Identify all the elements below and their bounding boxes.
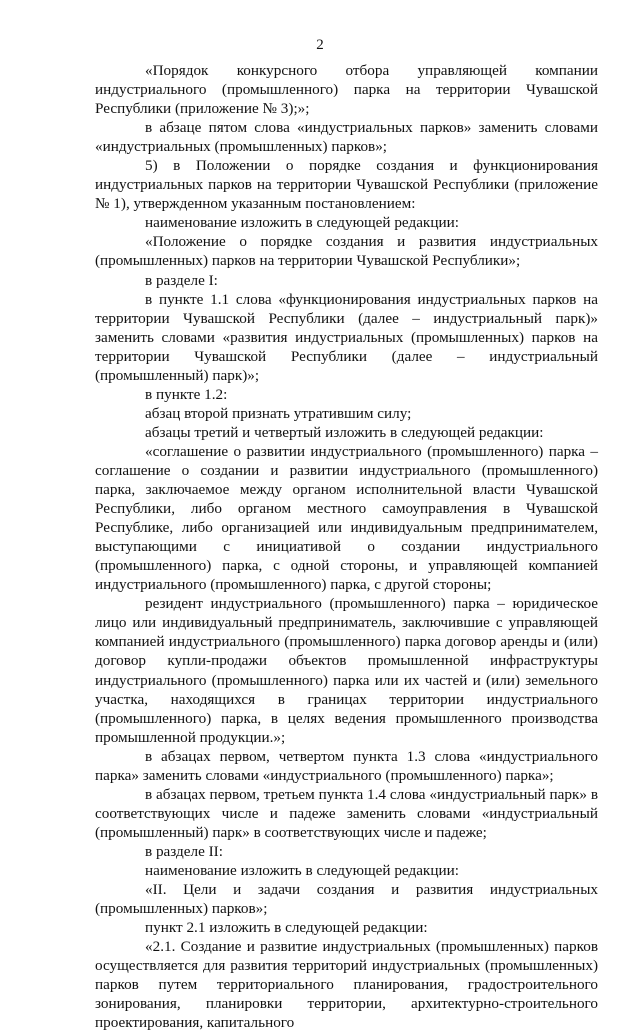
paragraph: в абзацах первом, третьем пункта 1.4 слова «индустриальный парк» в соответствующих числе и падеже заменить словами «индустриальный (промышленный) парк» в соответствующих числе и падеже; bbox=[95, 785, 598, 841]
paragraph: «Порядок конкурсного отбора управляющей компании индустриального (промышленного) парка на территории Чувашской Республики (приложение № 3);»; bbox=[95, 62, 598, 118]
paragraph: 5) в Положении о порядке создания и функционирования индустриальных парков на территории Чувашской Республики (приложение № 1), утвержденном указанным постановлением: bbox=[95, 157, 598, 213]
paragraph: резидент индустриального (промышленного) парка – юридическое лицо или индивидуальный предприниматель, заключившие с управляющей компанией индустриального (промышленного) парка договор аренды и (или) договор купли-продажи объектов промышленной инфраструктуры индустриального (промышленного) парка или их частей и (или) земельного участка, находящихся в границах территории индустриального (промышленного) парка, в целях ведения промышленного производства промышленной продукции.»; bbox=[95, 595, 598, 746]
paragraph: «соглашение о развитии индустриального (промышленного) парка – соглашение о создании и развитии индустриального (промышленного) парка, заключаемое между органом исполнительной власти Чувашской Республики, либо органом местного самоуправления в Чувашской Республике, либо организацией или индивидуальным предпринимателем, выступающими с инициативой о создании индустриального (промышленного) парка, с одной стороны, и управляющей компанией индустриального (промышленного) парка, с другой стороны; bbox=[95, 442, 598, 594]
paragraph: пункт 2.1 изложить в следующей редакции: bbox=[145, 919, 428, 937]
paragraph: наименование изложить в следующей редакции: bbox=[145, 214, 459, 232]
paragraph: абзац второй признать утратившим силу; bbox=[145, 404, 412, 422]
paragraph: абзацы третий и четвертый изложить в следующей редакции: bbox=[145, 423, 544, 441]
paragraph: в пункте 1.2: bbox=[145, 385, 228, 403]
paragraph: в разделе I: bbox=[145, 271, 218, 289]
paragraph: «Положение о порядке создания и развития индустриальных (промышленных) парков на территории Чувашской Республики»; bbox=[95, 233, 598, 270]
paragraph: в разделе II: bbox=[145, 842, 223, 860]
page-number: 2 bbox=[316, 37, 324, 53]
paragraph: в абзаце пятом слова «индустриальных парков» заменить словами «индустриальных (промышленных) парков»; bbox=[95, 119, 598, 156]
paragraph: «II. Цели и задачи создания и развития индустриальных (промышленных) парков»; bbox=[95, 881, 598, 918]
paragraph: наименование изложить в следующей редакции: bbox=[145, 861, 459, 879]
paragraph: в абзацах первом, четвертом пункта 1.3 слова «индустриального парка» заменить словами «индустриального (промышленного) парка»; bbox=[95, 747, 598, 784]
document-body bbox=[95, 61, 598, 1032]
paragraph: в пункте 1.1 слова «функционирования индустриальных парков на территории Чувашской Республики (далее – индустриальный парк)» заменить словами «развития индустриальных (промышленных) парков на территории Чувашской Республики (далее – индустриальный (промышленный) парк)»; bbox=[95, 290, 598, 384]
paragraph: «2.1. Создание и развитие индустриальных (промышленных) парков осуществляется для развития территорий индустриальных (промышленных) парков путем территориального планирования, градостроительного зонирования, планировки территории, архитектурно-строительного проектирования, капитального bbox=[95, 938, 598, 1032]
